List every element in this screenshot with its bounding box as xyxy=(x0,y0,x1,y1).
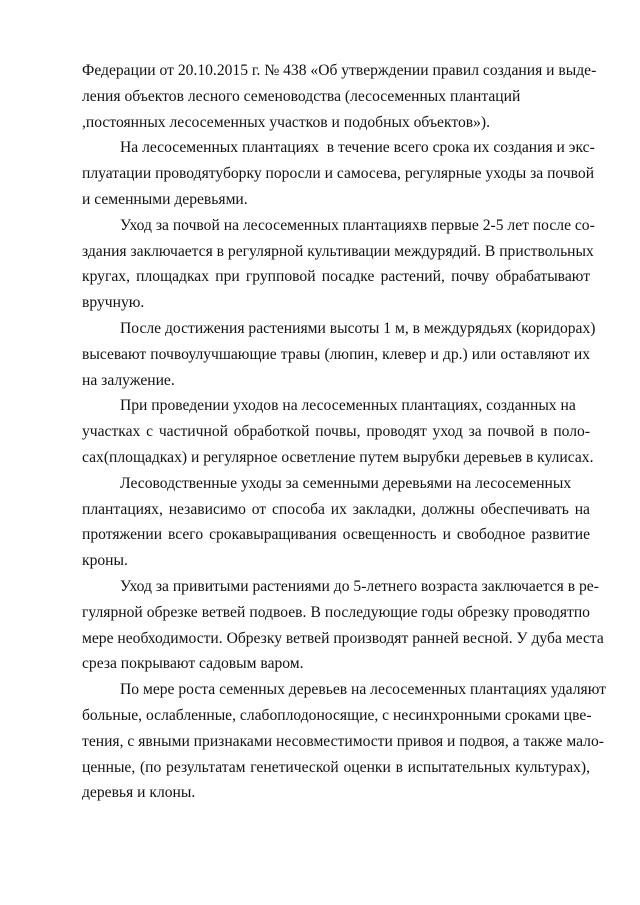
text-line: гулярной обрезке ветвей подвоев. В последующие годы обрезку проводятпо xyxy=(82,603,590,621)
text-line: мере необходимости. Обрезку ветвей производят ранней весной. У дуба места xyxy=(82,629,604,647)
text-line: здания заключается в регулярной культивации междурядий. В приствольных xyxy=(82,242,594,260)
text-line: на залужение. xyxy=(82,371,175,389)
paragraph-3 xyxy=(82,213,595,316)
text-line: После достижения растениями высоты 1 м, в междурядьях (коридорах) xyxy=(120,319,596,337)
text-line: кроны. xyxy=(82,552,128,570)
document-body xyxy=(82,58,606,806)
text-line: ления объектов лесного семеноводства (лесосеменных плантаций xyxy=(82,87,521,105)
text-line: ,постоянных лесосеменных участков и подобных объектов»). xyxy=(82,113,490,131)
paragraph-1 xyxy=(82,58,597,135)
text-line: При проведении уходов на лесосеменных плантациях, созданных на xyxy=(120,397,576,415)
paragraph-5 xyxy=(82,393,594,470)
paragraph-7 xyxy=(82,574,604,677)
text-line: и семенными деревьями. xyxy=(82,190,248,208)
text-line: кругах, площадках при групповой посадке растений, почву обрабатывают xyxy=(82,268,591,286)
paragraph-6 xyxy=(82,471,590,574)
text-line: деревья и клоны. xyxy=(82,784,196,802)
text-line xyxy=(82,84,590,110)
text-line: среза покрывают садовым варом. xyxy=(82,655,304,673)
text-line: тения, с явными признаками несовместимости привоя и подвоя, а также мало- xyxy=(82,732,604,750)
text-line: Лесоводственные уходы за семенными деревьями на лесосеменных xyxy=(120,474,572,492)
text-line: По мере роста семенных деревьев на лесосеменных плантациях удаляют xyxy=(120,681,606,699)
text-line: Уход за привитыми растениями до 5-летнего возраста заключается в ре- xyxy=(120,577,599,595)
text-line: вручную. xyxy=(82,294,145,312)
text-line: больные, ослабленные, слабоплодоносящие, с несинхронными сроками цве- xyxy=(82,706,592,724)
text-line: Уход за почвой на лесосеменных плантацияхв первые 2-5 лет после со- xyxy=(120,216,595,234)
text-line: участках с частичной обработкой почвы, проводят уход за почвой в поло- xyxy=(82,423,591,441)
text-line: плантациях, независимо от способа их закладки, должны обеспечивать на xyxy=(82,500,590,518)
text-line: протяжении всего срокавыращивания освещенность и свободное развитие xyxy=(82,526,590,544)
text-line: ценные, (по результатам генетической оценки в испытательных культурах), xyxy=(82,758,591,776)
paragraph-8 xyxy=(82,677,606,806)
paragraph-4 xyxy=(82,316,596,393)
text-line: высевают почвоулучшающие травы (люпин, клевер и др.) или оставляют их xyxy=(82,345,591,363)
text-line: сах(площадках) и регулярное осветление путем вырубки деревьев в кулисах. xyxy=(82,448,594,466)
text-line: плуатации проводятуборку поросли и самосева, регулярные уходы за почвой xyxy=(82,165,595,183)
text-line: Федерации от 20.10.2015 г. № 438 «Об утверждении правил создания и выде- xyxy=(82,62,597,79)
paragraph-2 xyxy=(82,135,595,212)
text-line: На лесосеменных плантациях в течение всего срока их создания и экс- xyxy=(120,139,595,157)
